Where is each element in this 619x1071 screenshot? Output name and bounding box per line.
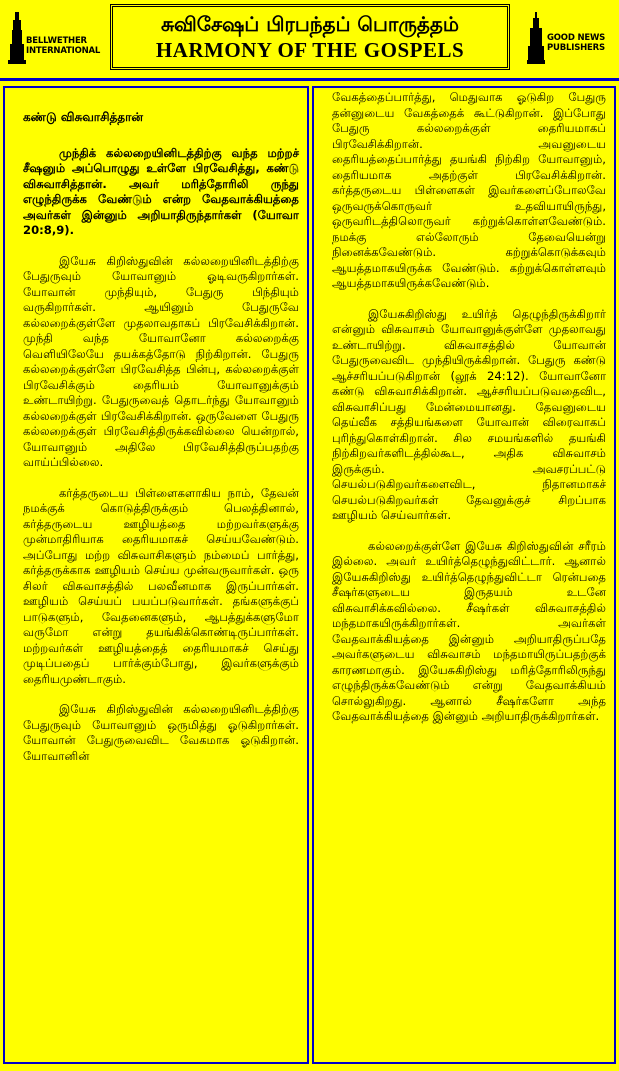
right-paragraph-2: இயேசுகிறிஸ்து உயிர்த் தெழுந்திருக்கிறார் என்னும் விசுவாசம் யோவானுக்குள்ளே முதலாவது உண்டாயிற்று. விசுவாசத்தில் யோவான் பேதுருவைவிட முந்தியிருக்கிறான். பேதுரு கண்டு ஆச்சரியப்படுகிறான் (லூக் 24:12). யோவானோ கண்டு விசுவாசிக்கிறான். ஆச்சரியப்படுவதைவிட, விசுவாசிப்பது மேன்மையானது. தேவனுடைய தெய்வீக சத்தியங்களை யோவான் விரைவாகப் புரிந்துகொள்கிறான். சில சமயங்களில் தயங்கி நிற்கிறவர்களிடத்தில்கூட, அதிக விசுவாசம் இருக்கும். அவசரப்பட்டு செயல்படுகிறவர்களைவிட, நிதானமாகச் செயல்படுகிறவர்கள் தேவனுக்குச் சிறப்பாக ஊழியம் செய்வார்கள். <box>332 306 606 522</box>
logo-right-line1: GOOD NEWS <box>547 33 606 43</box>
left-paragraph-1: இயேசு கிறிஸ்துவின் கல்லறையினிடத்திற்கு பேதுருவும் யோவானும் ஓடிவருகிறார்கள். யோவான் முந்தியும், பேதுரு பிந்தியும் வருகிறார்கள். ஆயினும் பேதுருவே கல்லறைக்குள்ளே முதலாவதாகப் பிரவேசிக்கிறான். முந்தி வந்த யோவானோ கல்லறைக்கு வெளியிலேயே தயக்கத்தோடு நிற்கிறான். பேதுரு கல்லறைக்குள்ளே பிரவேசித்த பின்பு, கல்லறைக்குள் பிரவேசிக்கும் தைரியம் யோவானுக்கும் உண்டாயிற்று. பேதுருவைத் தொடர்ந்து யோவானும் கல்லறைக்குள் பிரவேசிக்கிறான். ஒருவேளை பேதுரு கல்லறைக்குள் பிரவேசித்திருக்கவில்லை யென்றால், யோவானும் அதிலே பிரவேசித்திருப்பதற்கு வாய்ப்பில்லை. <box>23 253 299 469</box>
scripture-quote: முந்திக் கல்லறையினிடத்திற்கு வந்த மற்றச் சீஷனும் அப்பொழுது உள்ளே பிரவேசித்து, கண்டு விசுவாசித்தான். அவர் மரித்தோரிலி ருந்து எழுந்திருக்க வேண்டும் என்ற வேதவாக்கியத்தை அவர்கள் இன்னும் அறியாதிருந்தார்கள் (யோவா 20:8,9). <box>23 145 299 237</box>
logo-left-line1: BELLWETHER <box>26 36 87 46</box>
page-title-tamil: சுவிசேஷப் பிரபந்தப் பொருத்தம் <box>160 12 460 36</box>
good-news-logo <box>525 8 613 68</box>
left-column <box>3 86 309 1064</box>
right-paragraph-3: கல்லறைக்குள்ளே இயேசு கிறிஸ்துவின் சரீரம் இல்லை. அவர் உயிர்த்தெழுந்துவிட்டார். ஆனால் இயேசுகிறிஸ்து உயிர்த்தெழுந்துவிட்டா ரென்பதை சீஷர்களுடைய இருதயம் உடனே விசுவாசிக்கவில்லை. சீஷர்கள் விசுவாசத்தில் மந்தமாகயிருக்கிறார்கள். அவர்கள் வேதவாக்கியத்தை இன்னும் அறியாதிருப்பதே அவர்களுடைய விசுவாசம் மந்தமாயிருப்பதற்குக் காரணமாகும். இயேசுகிறிஸ்து மரித்தோரிலிருந்து எழுந்திருக்கவேண்டும் என்று வேதவாக்கியம் சொல்லுகிறது. ஆனால் சீஷர்களோ அந்த வேதவாக்கியத்தை இன்னும் அறியாதிருக்கிறார்கள். <box>332 538 606 723</box>
left-paragraph-3: இயேசு கிறிஸ்துவின் கல்லறையினிடத்திற்கு பேதுருவும் யோவானும் ஒருமித்து ஓடுகிறார்கள். யோவான் பேதுருவைவிட வேகமாக ஓடுகிறான். யோவானின் <box>23 702 299 763</box>
logo-left-line2: INTERNATIONAL <box>26 46 101 56</box>
bellwether-logo <box>6 8 101 68</box>
logo-right-line2: PUBLISHERS <box>547 43 605 53</box>
header-divider <box>0 78 619 81</box>
building-icon <box>527 12 545 64</box>
article-heading: கண்டு விசுவாசித்தான் <box>23 110 144 124</box>
title-box <box>110 4 510 70</box>
left-paragraph-2: கர்த்தருடைய பிள்ளைகளாகிய நாம், தேவன் நமக்குக் கொடுத்திருக்கும் பெலத்தினால், கர்த்தருடைய ஊழியத்தை மற்றவர்களுக்கு முன்மாதிரியாக தைரியமாகச் செய்யவேண்டும். அப்போது மற்ற விசுவாசிகளும் நம்மைப் பார்த்து, கர்த்தருக்காக ஊழியம் செய்ய முன்வருவார்கள். ஒரு சிலர் விசுவாசத்தில் பலவீனமாக இருப்பார்கள். ஊழியம் செய்யப் பயப்படுவார்கள். தங்களுக்குப் பாடுகளும், வேதனைகளும், ஆபத்துக்களுமோ வருமோ என்று தயங்கிக்கொண்டிருப்பார்கள். மற்றவர்கள் ஊழியத்தைத் தைரியமாகச் செய்து முடிப்பதைப் பார்க்கும்போது, இவர்களுக்கும் தைரியமுண்டாகும். <box>23 485 299 686</box>
bell-tower-icon <box>8 12 26 64</box>
page-title-english: HARMONY OF THE GOSPELS <box>155 38 465 62</box>
right-column <box>312 86 616 1064</box>
page-header <box>0 0 619 78</box>
right-paragraph-1: வேகத்தைப்பார்த்து, மெதுவாக ஓடுகிற பேதுரு தன்னுடைய வேகத்தைக் கூட்டுகிறான். இப்போது பேதுரு கல்லறைக்குள் தைரியமாகப் பிரவேசிக்கிறான். அவனுடைய தைரியத்தைப்பார்த்து தயங்கி நிற்கிற யோவானும், தைரியமாக அதற்குள் பிரவேசிக்கிறான். கர்த்தருடைய பிள்ளைகள் இவர்களைப்போலவே ஒருவருக்கொருவர் உதவியாயிருந்து, ஒருவரிடத்திலொருவர் கற்றுக்கொள்ளவேண்டும். நமக்கு எல்லோரும் தேவையென்று நினைக்கவேண்டும். கற்றுக்கொடுக்கவும் ஆயத்தமாகயிருக்க வேண்டும். கற்றுக்கொள்ளவும் ஆயத்தமாகயிருக்கவேண்டும். <box>332 90 606 290</box>
